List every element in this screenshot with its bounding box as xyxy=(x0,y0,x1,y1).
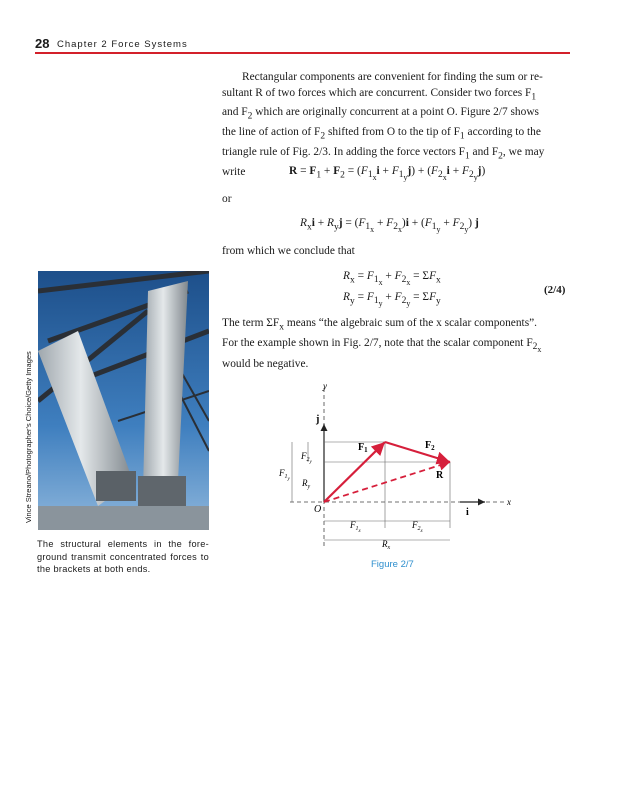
page-number: 28 xyxy=(35,36,50,51)
unit-i-label: i xyxy=(466,507,469,518)
f1-label: $F_1$ xyxy=(358,442,368,454)
f1x-label: $F_{1x}$ xyxy=(350,520,361,534)
word-conclude: from which we conclude that xyxy=(222,245,355,257)
equation-number: (2/4) xyxy=(544,284,566,296)
word-or: or xyxy=(222,193,232,205)
f2-label: $F_2$ xyxy=(425,440,435,452)
origin-label: O xyxy=(314,504,322,515)
para1-line3b: which are originally concurrent at a point O. Figure 2/7 shows xyxy=(252,106,539,119)
para1-line5: triangle rule of Fig. 2/3. In adding the force vectors F xyxy=(222,145,465,158)
photo-credit: Vince Streano/Photographer's Choice/Getty Images xyxy=(24,351,33,523)
para1-line4c: according to the xyxy=(464,126,541,139)
equation-resultant-sum: $R = F_1 + F_2 = (F_{1_x}i + F_{1_y}j) + (F_{2_x}i + F_{2_y}j)$ xyxy=(289,165,486,183)
figure-2-7 xyxy=(270,378,520,563)
para1-line4: the line of action of F xyxy=(222,126,321,139)
paragraph-intro: Rectangular components are convenient for finding the sum or re- sultant R of two forces which are concurrent. Consider two forces $F_1$ and $F_2$ which are originally concurrent at a point O. Figure 2/7 shows the line of action of $F_2$ shifted from O to the tip of $F_1$ according to the triangle rule of Fig. 2/3. In adding the force vectors $F_1$ and $F_2$, we may write xyxy=(222,71,545,178)
r-label: R xyxy=(436,470,444,481)
equation-ry: $R_y = F_{1_y} + F_{2_y} = \Sigma F_y$ xyxy=(343,291,441,309)
x-axis-label: x xyxy=(507,497,511,507)
ry-label: $R_y$ xyxy=(302,478,311,490)
para2-line1b: means “the algebraic sum of the x scalar components”. xyxy=(284,317,538,329)
header-rule xyxy=(35,52,570,54)
para1-line5c: , we may xyxy=(502,145,545,158)
f2y-label: $F_{2y}$ xyxy=(301,451,312,465)
para1-line2: sultant R of two forces which are concurrent. Consider two forces F xyxy=(222,86,532,99)
para1-line5b: and F xyxy=(469,145,499,158)
para1-line1: Rectangular components are convenient for finding the sum or re- xyxy=(242,71,543,83)
para2-line2: For the example shown in Fig. 2/7, note that the scalar component F xyxy=(222,336,533,349)
para2-line1: The term ΣF xyxy=(222,317,280,329)
vector-f2 xyxy=(385,442,450,462)
figure-caption: Figure 2/7 xyxy=(371,559,414,570)
para2-line3: would be negative. xyxy=(222,358,309,371)
equation-rx: $R_x = F_{1_x} + F_{2_x} = \Sigma F_x$ xyxy=(343,270,441,288)
photo-caption: The structural elements in the fore-ground transmit concentrated forces to the brackets at both ends. xyxy=(37,539,209,574)
chapter-title: Chapter 2 Force Systems xyxy=(57,39,188,50)
y-axis-label: y xyxy=(323,381,327,391)
f1y-label: $F_{1y}$ xyxy=(279,468,290,482)
equation-components: $R_xi + R_yj = (F_{1_x} + F_{2_x})i + (F_{1_y} + F_{2_y})$ j xyxy=(300,217,479,235)
paragraph-term: The term $\Sigma F_x$ means “the algebraic sum of the x scalar components”. For the example shown in Fig. 2/7, note that the scalar component $F_{2_x}$ would be negative. xyxy=(222,317,542,371)
unit-j-label: j xyxy=(316,414,320,425)
para1-line3: and F xyxy=(222,106,248,119)
para1-line4b: shifted from O to the tip of F xyxy=(325,126,460,139)
rx-label: $R_x$ xyxy=(382,539,391,551)
structure-photo xyxy=(38,271,209,530)
f2x-label: $F_{2x}$ xyxy=(412,520,423,534)
para1-line6: write xyxy=(222,165,246,178)
